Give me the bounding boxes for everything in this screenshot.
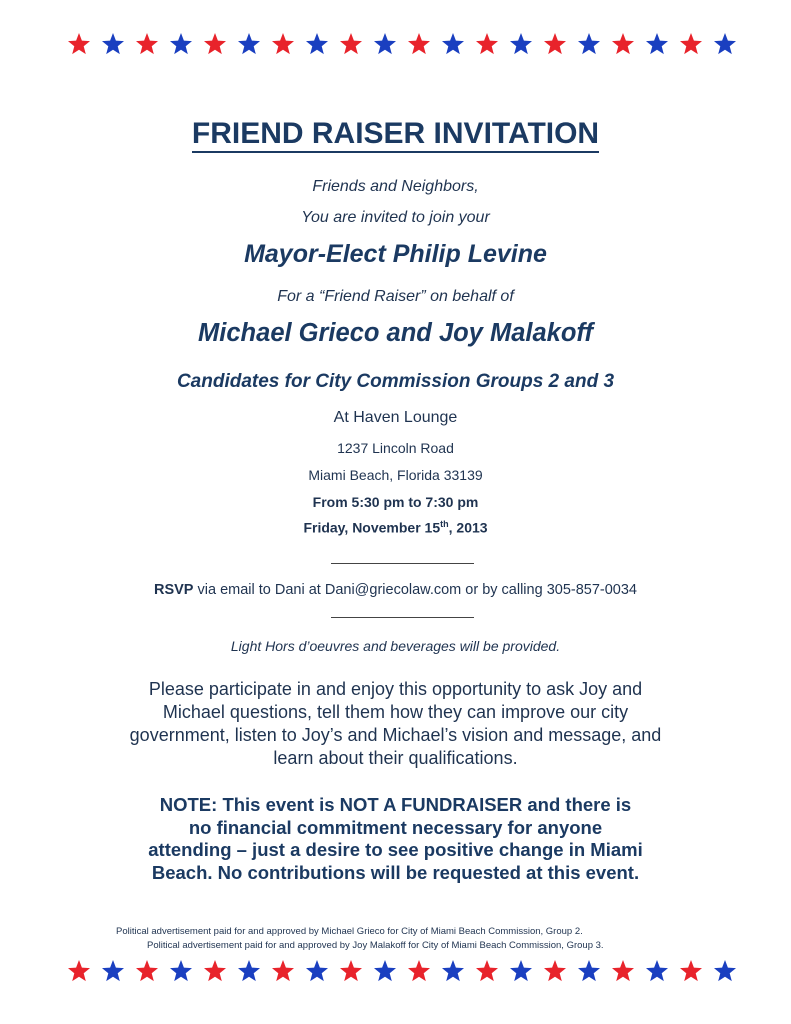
star-icon [407,959,431,983]
behalf-line: For a “Friend Raiser” on behalf of [277,288,514,305]
star-icon [475,959,499,983]
invite-line: You are invited to join your [301,209,490,226]
star-icon [169,32,193,56]
paragraph-line: Please participate in and enjoy this opportunity to ask Joy and [148,679,643,699]
note-line: no financial commitment necessary for anyone [188,816,603,838]
star-icon [169,959,193,983]
candidates-subtitle: Candidates for City Commission Groups 2 and 3 [176,371,615,392]
top-star-border [67,31,737,57]
star-icon [543,959,567,983]
star-icon [373,959,397,983]
star-icon [577,959,601,983]
star-icon [713,32,737,56]
note-line: Beach. No contributions will be requested at this event. [151,861,640,883]
disclaimer-malakoff: Political advertisement paid for and approved by Joy Malakoff for City of Miami Beach Commission, Group 3. [147,940,604,951]
star-icon [305,32,329,56]
star-icon [135,32,159,56]
star-icon [373,32,397,56]
paragraph-line: government, listen to Joy’s and Michael’s vision and message, and [129,725,662,745]
paragraph-line: learn about their qualifications. [273,748,518,768]
star-icon [339,32,363,56]
note-block [0,794,791,884]
bottom-star-border [67,958,737,984]
event-time: From 5:30 pm to 7:30 pm [312,494,479,510]
star-icon [271,32,295,56]
address-line-2: Miami Beach, Florida 33139 [308,467,483,483]
star-icon [135,959,159,983]
star-icon [203,959,227,983]
star-icon [509,32,533,56]
star-icon [645,32,669,56]
refreshments-note: Light Hors d’oeuvres and beverages will be provided. [230,638,561,654]
star-icon [237,32,261,56]
star-icon [305,959,329,983]
divider-2 [331,617,474,618]
star-icon [67,32,91,56]
star-icon [543,32,567,56]
venue: At Haven Lounge [333,409,458,426]
greeting: Friends and Neighbors, [312,178,479,195]
disclaimer-grieco: Political advertisement paid for and approved by Michael Grieco for City of Miami Beach Commission, Group 2. [116,926,583,937]
rsvp-line: RSVP via email to Dani at Dani@griecolaw.com or by calling 305-857-0034 [153,582,637,598]
star-icon [237,959,261,983]
star-icon [101,32,125,56]
star-icon [611,959,635,983]
candidates-names: Michael Grieco and Joy Malakoff [198,319,593,347]
star-icon [679,959,703,983]
host-name: Mayor-Elect Philip Levine [244,240,547,268]
star-icon [509,959,533,983]
note-line: NOTE: This event is NOT A FUNDRAISER and there is [159,794,632,815]
star-icon [611,32,635,56]
star-icon [441,959,465,983]
divider-1 [331,563,474,564]
star-icon [101,959,125,983]
star-icon [67,959,91,983]
star-icon [271,959,295,983]
event-date: Friday, November 15th, 2013 [303,519,488,536]
page-title: FRIEND RAISER INVITATION [0,117,791,151]
address-line-1: 1237 Lincoln Road [337,440,454,456]
star-icon [475,32,499,56]
star-icon [203,32,227,56]
star-icon [645,959,669,983]
star-icon [679,32,703,56]
description-paragraph [0,678,791,770]
paragraph-line: Michael questions, tell them how they can improve our city [162,702,629,722]
star-icon [713,959,737,983]
star-icon [577,32,601,56]
star-icon [441,32,465,56]
star-icon [339,959,363,983]
note-line: attending – just a desire to see positive change in Miami [148,839,643,860]
star-icon [407,32,431,56]
